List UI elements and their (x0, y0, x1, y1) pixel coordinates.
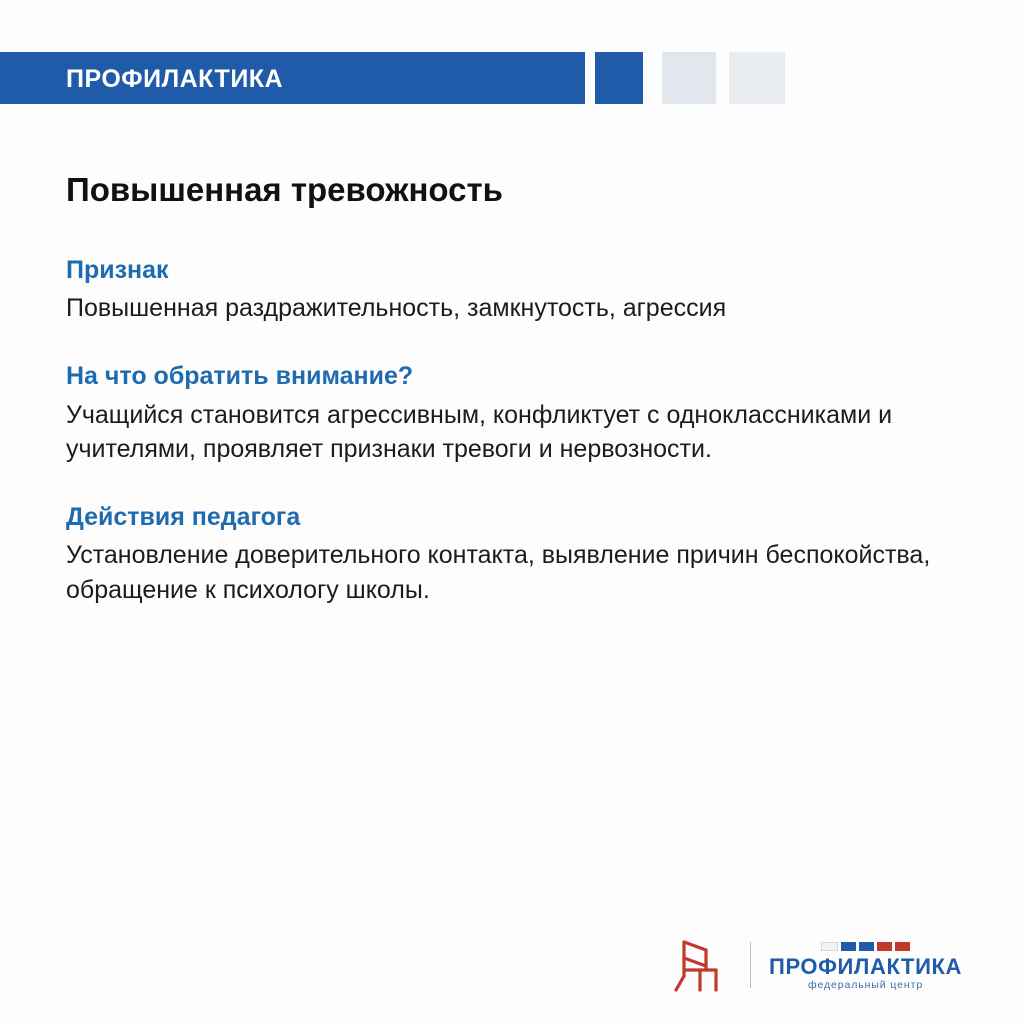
header-band-label: ПРОФИЛАКТИКА (66, 65, 284, 93)
brand-name: ПРОФИЛАКТИКА (769, 954, 962, 980)
footer (0, 924, 1024, 994)
section-attention (66, 360, 966, 467)
header-band (0, 52, 1024, 104)
flag-bars-icon (821, 939, 910, 951)
header-square-accent (595, 52, 643, 104)
section-teacher-actions (66, 501, 966, 608)
section-body: Учащийся становится агрессивным, конфликтует с одноклассниками и учителями, проявляет признаки тревоги и нервозности. (66, 400, 893, 464)
header-square-light-1 (662, 52, 716, 104)
section-heading: Действия педагога (66, 502, 301, 531)
section-body: Установление доверительного контакта, выявление причин беспокойства, обращение к психологу школы. (66, 541, 931, 604)
section-sign (66, 254, 966, 326)
brand-subtitle: федеральный центр (807, 979, 924, 992)
brand-logo (769, 939, 962, 991)
section-heading: Признак (66, 255, 169, 284)
footer-logos (666, 936, 962, 994)
footer-divider (750, 942, 751, 988)
page-title: Повышенная тревожность (66, 171, 503, 208)
content-area (66, 170, 966, 607)
chair-logo-icon (666, 936, 732, 994)
section-body: Повышенная раздражительность, замкнутость, агрессия (66, 294, 727, 323)
section-heading: На что обратить внимание? (66, 361, 414, 390)
header-square-light-2 (729, 52, 785, 104)
